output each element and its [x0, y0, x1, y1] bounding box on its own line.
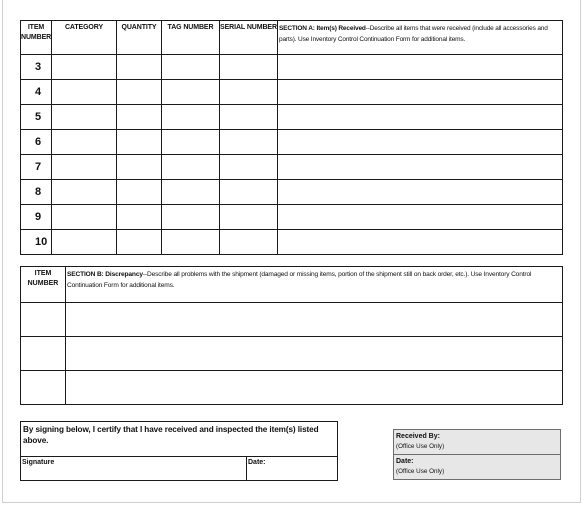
- row-number: 7: [21, 155, 52, 180]
- item-description-cell[interactable]: [278, 155, 563, 180]
- tag-number-cell[interactable]: [162, 205, 220, 230]
- table-row: [21, 230, 563, 255]
- section-a-title: SECTION A: Item(s) Received: [279, 25, 366, 32]
- section-b-header-row: [21, 267, 563, 303]
- tag-number-cell[interactable]: [162, 105, 220, 130]
- tag-number-cell[interactable]: [162, 180, 220, 205]
- row-number: 6: [21, 130, 52, 155]
- serial-number-cell[interactable]: [220, 155, 278, 180]
- category-cell[interactable]: [52, 130, 117, 155]
- serial-number-cell[interactable]: [220, 55, 278, 80]
- office-use-box: [393, 429, 561, 480]
- category-header: CATEGORY: [52, 21, 117, 55]
- serial-number-header: SERIAL NUMBER: [220, 21, 278, 55]
- certification-statement-row: [21, 422, 338, 457]
- item-number-cell[interactable]: [21, 371, 66, 405]
- item-description-cell[interactable]: [278, 180, 563, 205]
- section-b-description: [66, 267, 563, 303]
- office-date-label: Date:: [396, 458, 414, 465]
- table-row: [21, 130, 563, 155]
- item-number-cell[interactable]: [21, 303, 66, 337]
- table-row: [21, 180, 563, 205]
- section-b-title: SECTION B: Discrepancy: [67, 271, 143, 278]
- serial-number-cell[interactable]: [220, 180, 278, 205]
- table-row: [21, 105, 563, 130]
- category-cell[interactable]: [52, 55, 117, 80]
- row-number: 9: [21, 205, 52, 230]
- office-date-row: [394, 455, 561, 480]
- discrepancy-cell[interactable]: [66, 303, 563, 337]
- category-cell[interactable]: [52, 230, 117, 255]
- row-number: 8: [21, 180, 52, 205]
- item-description-cell[interactable]: [278, 105, 563, 130]
- serial-number-cell[interactable]: [220, 80, 278, 105]
- serial-number-cell[interactable]: [220, 105, 278, 130]
- tag-number-header: TAG NUMBER: [162, 21, 220, 55]
- received-by-field[interactable]: [394, 430, 561, 455]
- quantity-cell[interactable]: [117, 105, 162, 130]
- quantity-cell[interactable]: [117, 55, 162, 80]
- tag-number-cell[interactable]: [162, 130, 220, 155]
- signature-label: Signature: [22, 459, 55, 466]
- category-cell[interactable]: [52, 105, 117, 130]
- discrepancy-cell[interactable]: [66, 337, 563, 371]
- item-description-cell[interactable]: [278, 55, 563, 80]
- section-a-description-text: --Describe all items that were received (include all accessories and parts). Use Inventory Control Continuation Form for additional items.: [279, 25, 548, 43]
- item-description-cell[interactable]: [278, 230, 563, 255]
- signature-date-field[interactable]: [247, 457, 338, 481]
- item-number-header: ITEM NUMBER: [21, 267, 66, 303]
- table-row: [21, 80, 563, 105]
- signature-field[interactable]: [21, 457, 247, 481]
- item-number-cell[interactable]: [21, 337, 66, 371]
- office-date-note: (Office Use Only): [396, 468, 445, 475]
- table-row: [21, 55, 563, 80]
- office-date-field[interactable]: [394, 455, 561, 480]
- received-by-row: [394, 430, 561, 455]
- quantity-cell[interactable]: [117, 205, 162, 230]
- row-number: 4: [21, 80, 52, 105]
- section-a-table: [20, 20, 563, 255]
- category-cell[interactable]: [52, 155, 117, 180]
- row-number: 3: [21, 55, 52, 80]
- discrepancy-cell[interactable]: [66, 371, 563, 405]
- category-cell[interactable]: [52, 205, 117, 230]
- table-row: [21, 155, 563, 180]
- tag-number-cell[interactable]: [162, 230, 220, 255]
- item-description-cell[interactable]: [278, 205, 563, 230]
- serial-number-cell[interactable]: [220, 205, 278, 230]
- serial-number-cell[interactable]: [220, 130, 278, 155]
- quantity-header: QUANTITY: [117, 21, 162, 55]
- quantity-cell[interactable]: [117, 130, 162, 155]
- table-row: [21, 371, 563, 405]
- table-row: [21, 205, 563, 230]
- row-number: 5: [21, 105, 52, 130]
- quantity-cell[interactable]: [117, 80, 162, 105]
- table-row: [21, 303, 563, 337]
- section-b-description-text: --Describe all problems with the shipment (damaged or missing items, portion of the shipment still on back order, etc.). Use Inventory Control Continuation Form for additional items.: [67, 271, 532, 289]
- category-cell[interactable]: [52, 80, 117, 105]
- tag-number-cell[interactable]: [162, 55, 220, 80]
- row-number: 10: [21, 230, 52, 255]
- certification-box: [20, 421, 338, 481]
- category-cell[interactable]: [52, 180, 117, 205]
- received-by-label: Received By:: [396, 433, 440, 440]
- signature-date-label: Date:: [248, 459, 266, 466]
- quantity-cell[interactable]: [117, 155, 162, 180]
- quantity-cell[interactable]: [117, 180, 162, 205]
- signature-row: [21, 457, 338, 481]
- serial-number-cell[interactable]: [220, 230, 278, 255]
- item-description-cell[interactable]: [278, 130, 563, 155]
- section-a-header-row: [21, 21, 563, 55]
- received-by-note: (Office Use Only): [396, 443, 445, 450]
- item-number-header: ITEM NUMBER: [21, 21, 52, 55]
- tag-number-cell[interactable]: [162, 80, 220, 105]
- section-b-table: [20, 266, 563, 405]
- section-a-description: [278, 21, 563, 55]
- certification-statement: By signing below, I certify that I have received and inspected the item(s) listed above.: [21, 422, 338, 457]
- table-row: [21, 337, 563, 371]
- item-description-cell[interactable]: [278, 80, 563, 105]
- tag-number-cell[interactable]: [162, 155, 220, 180]
- quantity-cell[interactable]: [117, 230, 162, 255]
